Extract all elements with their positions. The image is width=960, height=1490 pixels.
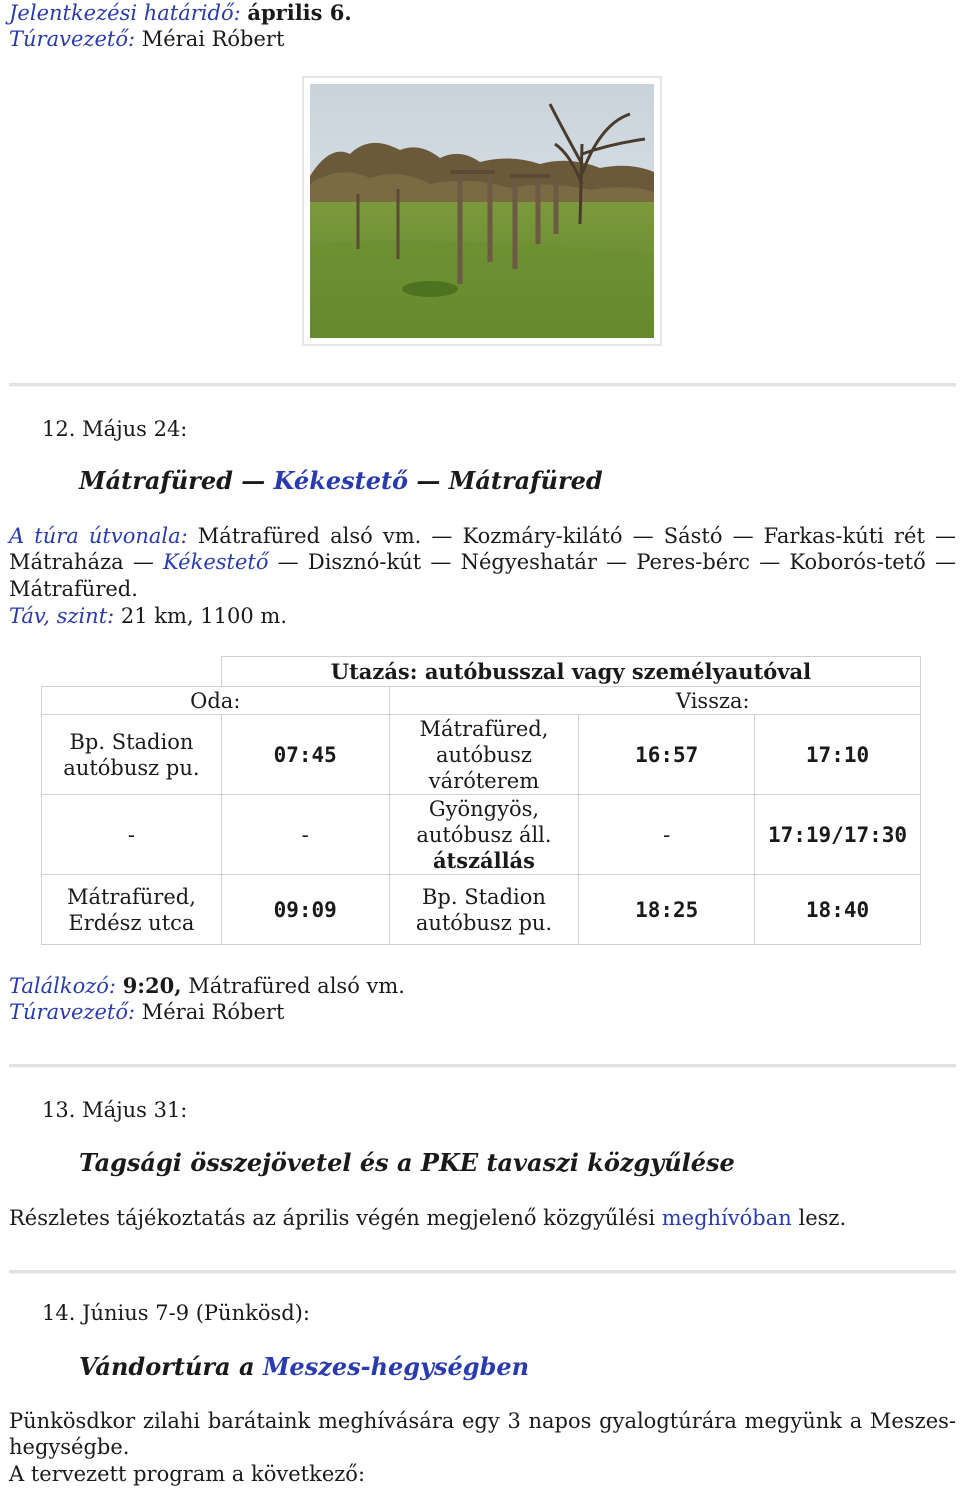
timetable-title: Utazás: autóbusszal vagy személyautóval: [221, 657, 920, 687]
divider-3: [9, 1270, 956, 1274]
tour14-para-line-3: A tervezett program a következő:: [9, 1462, 366, 1486]
tour13-title: Tagsági összejövetel és a PKE tavaszi közgyűlése: [79, 1148, 735, 1177]
guide-line-12: [9, 999, 284, 1025]
table-row: [42, 875, 921, 945]
row-back-2: 18:40: [755, 875, 921, 945]
guide-label-top: Túravezető:: [9, 27, 136, 51]
meadow-photo-svg: [310, 84, 654, 338]
meadow-photo: [310, 84, 654, 338]
guide-label-12: Túravezető:: [9, 1000, 136, 1024]
row-departure: 09:09: [221, 875, 389, 945]
meeting-line: [9, 973, 405, 999]
tour13-text: [9, 1205, 846, 1231]
route-stop: Peres-bérc: [636, 550, 750, 574]
tour13-text-after: lesz.: [798, 1206, 847, 1230]
guide-line-top: [9, 26, 284, 52]
tour12-title-link[interactable]: Kékestető: [273, 466, 409, 495]
deadline-label: Jelentkezési határidő:: [9, 1, 241, 25]
row-from: Mátrafüred, Erdész utca: [42, 875, 222, 945]
row-departure: 07:45: [221, 715, 389, 795]
timetable-oda: Oda:: [42, 687, 390, 715]
travel-timetable: [41, 656, 921, 945]
route-line-3: Mátrafüred.: [9, 577, 138, 601]
tour14-title-link[interactable]: Meszes-hegységben: [262, 1352, 530, 1381]
distance-value: 21 km, 1100 m.: [120, 604, 287, 628]
route-stop: Mátraháza: [9, 550, 124, 574]
tour14-heading: 14. Június 7-9 (Pünkösd):: [42, 1301, 310, 1325]
route-stop-link[interactable]: Kékestető: [163, 550, 269, 574]
timetable-vissza: Vissza:: [389, 687, 920, 715]
row-back-2: 17:10: [755, 715, 921, 795]
divider-2: [9, 1064, 956, 1068]
divider-1: [9, 383, 956, 387]
photo-frame: [302, 76, 662, 346]
row-stop: Bp. Stadion autóbusz pu.: [389, 875, 579, 945]
row-stop: Gyöngyös, autóbusz áll.: [416, 796, 552, 847]
meeting-label: Találkozó:: [9, 974, 116, 998]
route-label: A túra útvonala:: [9, 524, 188, 548]
tour12-heading: 12. Május 24:: [42, 417, 188, 441]
meeting-place: Mátrafüred alsó vm.: [188, 974, 405, 998]
meghivo-link[interactable]: meghívóban: [661, 1206, 792, 1230]
table-row: [42, 795, 921, 875]
row-stop: Mátrafüred, autóbusz váróterem: [389, 715, 579, 795]
tour12-title-end: Mátrafüred: [448, 466, 603, 495]
tour12-title-start: Mátrafüred: [79, 466, 233, 495]
guide-value-top: Mérai Róbert: [141, 27, 285, 51]
route-stop: Kozmáry-kilátó: [462, 524, 623, 548]
guide-value-12: Mérai Róbert: [141, 1000, 285, 1024]
table-row: [42, 715, 921, 795]
row-stop-transfer: átszállás: [432, 847, 535, 873]
deadline-line: [9, 0, 352, 26]
route-line-1: A túra útvonala: Mátrafüred alsó vm. — Kozmáry-kilátó — Sástó — Farkas-kúti rét —: [9, 524, 956, 548]
row-back-2: 17:19/17:30: [755, 795, 921, 875]
row-from: Bp. Stadion autóbusz pu.: [42, 715, 222, 795]
route-stop: Koborós-tető: [789, 550, 926, 574]
row-back-1: 16:57: [579, 715, 755, 795]
tour13-text-before: Részletes tájékoztatás az április végén megjelenő közgyűlési: [9, 1206, 656, 1230]
distance-line: [9, 603, 287, 629]
row-back-1: -: [579, 795, 755, 875]
tour14-title-start: Vándortúra a: [79, 1352, 255, 1381]
row-departure: -: [221, 795, 389, 875]
tour14-title: [79, 1352, 529, 1382]
route-stop: Sástó: [663, 524, 723, 548]
route-stop: Négyeshatár: [460, 550, 597, 574]
tour14-para-line-2: hegységbe.: [9, 1435, 130, 1459]
row-stop-cell: [389, 795, 579, 875]
row-back-1: 18:25: [579, 875, 755, 945]
route-stop: Farkas-kúti rét: [763, 524, 925, 548]
route-stop: Disznó-kút: [307, 550, 422, 574]
tour13-heading: 13. Május 31:: [42, 1098, 188, 1122]
distance-label: Táv, szint:: [9, 604, 115, 628]
route-line-2: Mátraháza — Kékestető — Disznó-kút — Négyeshatár — Peres-bérc — Koborós-tető —: [9, 550, 956, 574]
route-stop: Mátrafüred alsó vm.: [197, 524, 422, 548]
meeting-time: 9:20,: [122, 973, 182, 998]
row-from: -: [42, 795, 222, 875]
tour14-para-line-1: Pünkösdkor zilahi barátaink meghívására egy 3 napos gyalogtúrára megyünk a Meszes-: [9, 1409, 956, 1433]
tour12-title: Mátrafüred — Kékestető — Mátrafüred: [79, 466, 603, 495]
deadline-value: április 6.: [247, 0, 352, 25]
